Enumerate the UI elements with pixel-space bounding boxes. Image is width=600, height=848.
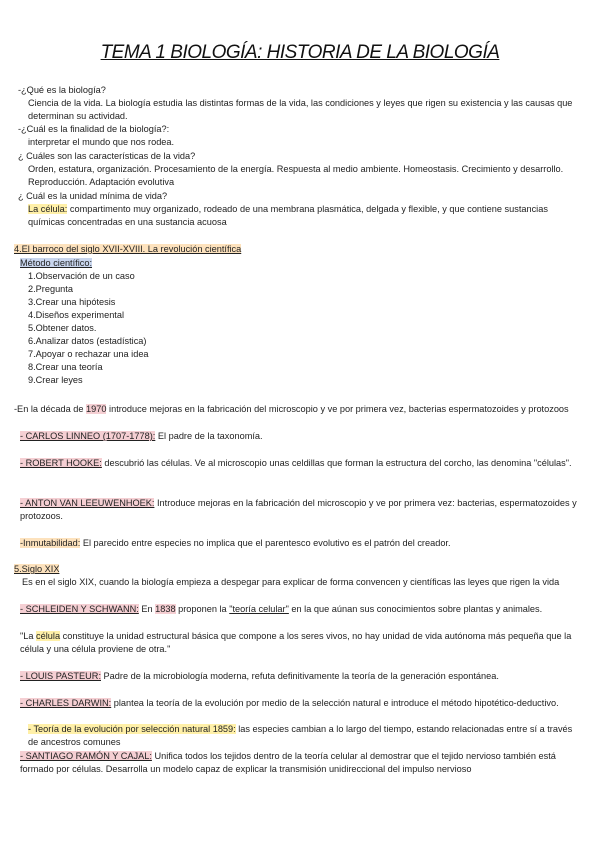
- cell-theory-term: "teoría celular": [229, 604, 289, 614]
- hooke-text: descubrió las células. Ve al microscopio unas celdillas que forman la estructura del corcho, las denomina "células".: [101, 458, 572, 468]
- darwin-theory-name: - Teoría de la evolución por selección natural 1859:: [28, 724, 236, 734]
- darwin-text: plantea la teoría de la evolución por medio de la selección natural e introduce el método hipotético-deductivo.: [111, 698, 559, 708]
- cajal-entry: [0, 750, 580, 776]
- quote-text-a: "La: [20, 631, 37, 641]
- method-label-text: Método científico:: [20, 258, 93, 268]
- pasteur-name: - LOUIS PASTEUR:: [20, 671, 101, 681]
- schleiden-year: 1838: [155, 604, 176, 614]
- quote-text-b: constituye la unidad estructural básica que compone a los seres vivos, no hay unidad de vida autónoma más pequeña que la célula y una célula proviene de otra.": [20, 631, 572, 654]
- list-item: 9.Crear leyes: [28, 375, 83, 385]
- list-item: 8.Crear una teoría: [28, 362, 103, 372]
- method-label: [0, 257, 600, 270]
- leeuwenhoek-name: - ANTON VAN LEEUWENHOEK:: [20, 498, 155, 508]
- linneo-entry: [0, 430, 580, 443]
- inmutabilidad-entry: [0, 537, 578, 550]
- linneo-text: El padre de la taxonomía.: [155, 431, 263, 441]
- list-item: 6.Analizar datos (estadística): [28, 336, 147, 346]
- schleiden-entry: [0, 603, 578, 616]
- darwin-entry: [0, 697, 578, 710]
- list-item: 7.Apoyar o rechazar una idea: [28, 349, 149, 359]
- cajal-text: Unifica todos los tejidos dentro de la teoría celular al demostrar que el tejido nervioso también está formado por células. Desarrolla un modelo capaz de explicar la transmisión unidireccional del impulso nervioso: [20, 751, 556, 774]
- question-purpose: -¿Cuál es la finalidad de la biología?:: [18, 124, 170, 134]
- hooke-entry: [0, 457, 578, 470]
- darwin-theory-entry: [0, 723, 580, 749]
- intro-text-a: -En la década de: [14, 404, 87, 414]
- linneo-name: - CARLOS LINNEO (1707-1778):: [20, 431, 156, 441]
- cajal-name: - SANTIAGO RAMÓN Y CAJAL:: [20, 751, 152, 761]
- list-item: 1.Observación de un caso: [28, 271, 135, 281]
- question-block-2: [0, 123, 600, 149]
- answer-what-is-biology: Ciencia de la vida. La biología estudia las distintas formas de la vida, las condiciones y leyes que rigen su existencia y las causas que determinan su actividad.: [28, 98, 573, 121]
- list-item: 3.Crear una hipótesis: [28, 297, 116, 307]
- answer-minimal-unit: [0, 203, 600, 229]
- page-title: TEMA 1 BIOLOGÍA: HISTORIA DE LA BIOLOGÍA: [100, 42, 500, 63]
- answer-characteristics: Orden, estatura, organización. Procesamiento de la energía. Respuesta al medio ambiente. Homeostasis. Crecimiento y desarrollo. Reproducción. Adaptación evolutiva: [28, 164, 564, 187]
- pasteur-text: Padre de la microbiología moderna, refuta definitivamente la teoría de la generación espontánea.: [101, 671, 499, 681]
- list-item: 4.Diseños experimental: [28, 310, 125, 320]
- list-item: 2.Pregunta: [28, 284, 73, 294]
- question-minimal-unit: ¿ Cuál es la unidad mínima de vida?: [18, 191, 168, 201]
- darwin-name: - CHARLES DARWIN:: [20, 698, 112, 708]
- inmutabilidad-text: El parecido entre especies no implica que el parentesco evolutivo es el patrón del creador.: [80, 538, 451, 548]
- section-5-heading-text: 5.Siglo XIX: [14, 564, 60, 574]
- quote-cell-term: célula: [36, 631, 61, 641]
- darwin-theory-text: las especies cambian a lo largo del tiempo, estando relacionadas entre sí a través de ancestros comunes: [28, 724, 573, 747]
- list-item: 5.Obtener datos.: [28, 323, 97, 333]
- question-block-4: [0, 190, 600, 229]
- leeuwenhoek-text: Introduce mejoras en la fabricación del microscopio y ve por primera vez: bacterias, espermatozoides y protozoos.: [20, 498, 577, 521]
- schleiden-text-b: proponen la: [175, 604, 230, 614]
- intro-text-b: introduce mejoras en la fabricación del microscopio y ve por primera vez, bacterias espermatozoides y protozoos: [106, 404, 569, 414]
- section-4-heading: [0, 243, 600, 256]
- section-5-heading: [14, 563, 580, 576]
- pasteur-entry: [0, 670, 578, 683]
- schleiden-name: - SCHLEIDEN Y SCHWANN:: [20, 604, 139, 614]
- answer-cell-text: compartimento muy organizado, rodeado de una membrana plasmática, delgada y flexible, y que contiene sustancias químicas concentradas en una sustancia acuosa: [28, 204, 548, 227]
- question-block-1: [0, 84, 600, 123]
- method-steps: [0, 270, 600, 387]
- question-what-is-biology: -¿Qué es la biología?: [18, 85, 106, 95]
- answer-purpose: interpretar el mundo que nos rodea.: [28, 137, 175, 147]
- section-5-intro: Es en el siglo XIX, cuando la biología empieza a despegar para explicar de forma convencen y científicas las leyes que rigen la vida: [22, 577, 560, 587]
- section-4: [0, 243, 600, 387]
- schleiden-text-c: en la que aúnan sus conocimientos sobre plantas y animales.: [288, 604, 543, 614]
- question-characteristics: ¿ Cuáles son las características de la vida?: [18, 151, 196, 161]
- section-5: [0, 563, 580, 589]
- cell-quote: [0, 630, 578, 656]
- leeuwenhoek-entry: [0, 497, 578, 523]
- microscope-intro: [0, 403, 580, 416]
- schleiden-text-a: En: [138, 604, 156, 614]
- hooke-name: - ROBERT HOOKE:: [20, 458, 102, 468]
- section-4-heading-text: 4.El barroco del siglo XVII-XVIII. La revolución científica: [14, 244, 242, 254]
- inmutabilidad-name: -Inmutabilidad:: [20, 538, 81, 548]
- question-block-3: [0, 150, 600, 189]
- term-cell: La célula:: [28, 204, 68, 214]
- intro-year: 1970: [86, 404, 107, 414]
